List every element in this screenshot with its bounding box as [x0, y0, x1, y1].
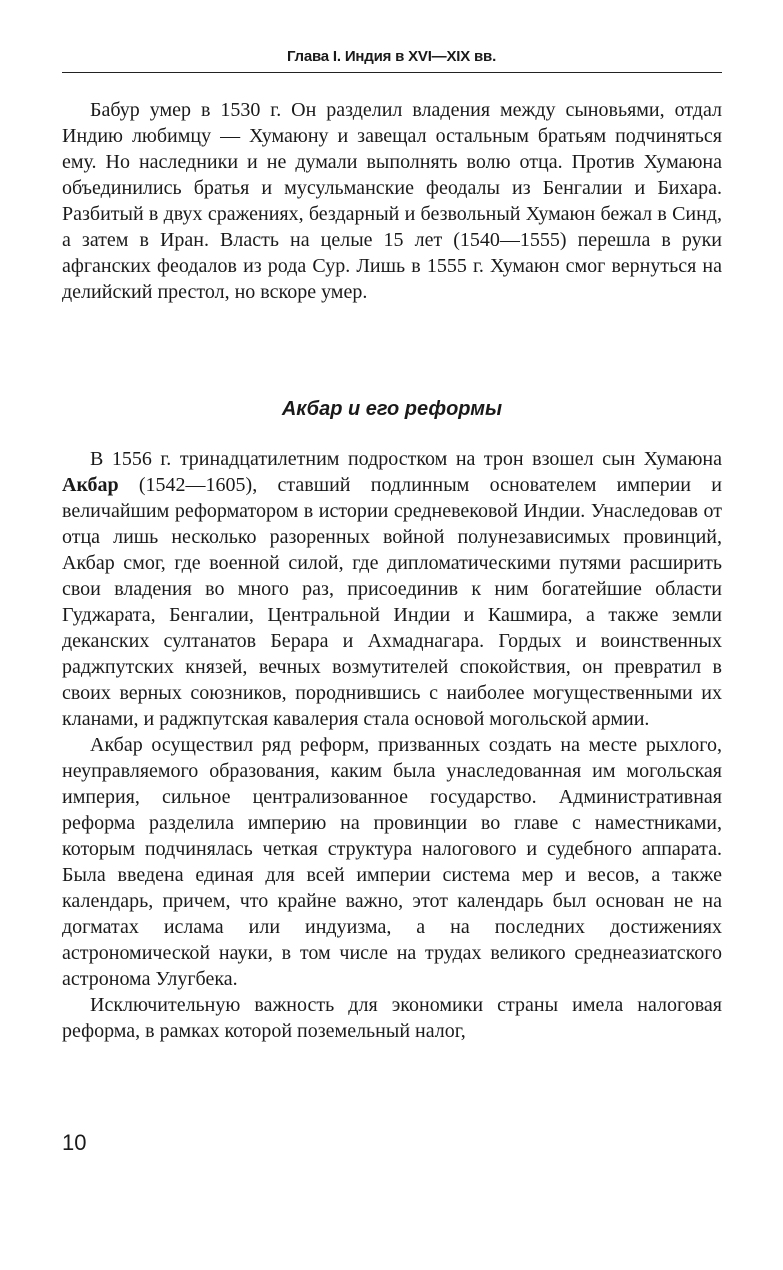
paragraph-babur-death: Бабур умер в 1530 г. Он разделил владения между сыновьями, отдал Индию любимцу — Хумаюну и завещал остальным братьям подчиняться ему. Но наследники и не думали выполнять волю отца. Против Хумаюна объединились братья и мусульманские феодалы из Бенгалии и Бихара. Разбитый в двух сражениях, бездарный и безвольный Хумаюн бежал в Синд, а затем в Иран. Власть на целые 15 лет (1540—1555) перешла в руки афганских феодалов из рода Сур. Лишь в 1555 г. Хумаюн смог вернуться на делийский престол, но вскоре умер. [62, 99, 722, 303]
text-block-main [62, 446, 722, 1044]
running-head: Глава I. Индия в XVI—XIX вв. [286, 48, 497, 65]
page-number: 10 [62, 1130, 87, 1155]
paragraph-tax-reform: Исключительную важность для экономики страны имела налоговая реформа, в рамках которой поземельный налог, [62, 994, 722, 1042]
header-rule [62, 72, 722, 73]
paragraph-akbar-intro [62, 446, 722, 732]
text-block-top [62, 97, 722, 305]
paragraph-akbar-reforms: Акбар осуществил ряд реформ, призванных создать на месте рыхлого, неуправляемого образования, каким была унаследованная им могольская империя, сильное централизованное государство. Административная реформа разделила империю на провинции во главе с наместниками, которым подчинялась четкая структура налогового и судебного аппарата. Была введена единая для всей империи система мер и весов, а также календарь, причем, что крайне важно, этот календарь был основан не на догматах ислама или индуизма, а на последних достижениях астрономической науки, в том числе на трудах великого среднеазиатского астронома Улугбека. [62, 734, 722, 990]
akbar-name-bold: Акбар [62, 474, 119, 496]
section-heading: Акбар и его реформы [281, 398, 503, 420]
paragraph-akbar-intro-rest: (1542—1605), ставший подлинным основателем империи и величайшим реформатором в истории средневековой Индии. Унаследовав от отца лишь несколько разоренных войной полунезависимых провинций, Акбар смог, где военной силой, где дипломатическими путями расширить свои владения во много раз, присоединив к ним богатейшие области Гуджарата, Бенгалии, Центральной Индии и Кашмира, а также земли деканских султанатов Берара и Ахмаднагара. Гордых и воинственных раджпутских князей, вечных возмутителей спокойствия, он превратил в своих верных союзников, породнившись с наиболее могущественными их кланами, и раджпутская кавалерия стала основой могольской армии. [62, 474, 722, 730]
paragraph-akbar-intro-start: В 1556 г. тринадцатилетним подростком на трон взошел сын Хумаюна [90, 448, 722, 470]
